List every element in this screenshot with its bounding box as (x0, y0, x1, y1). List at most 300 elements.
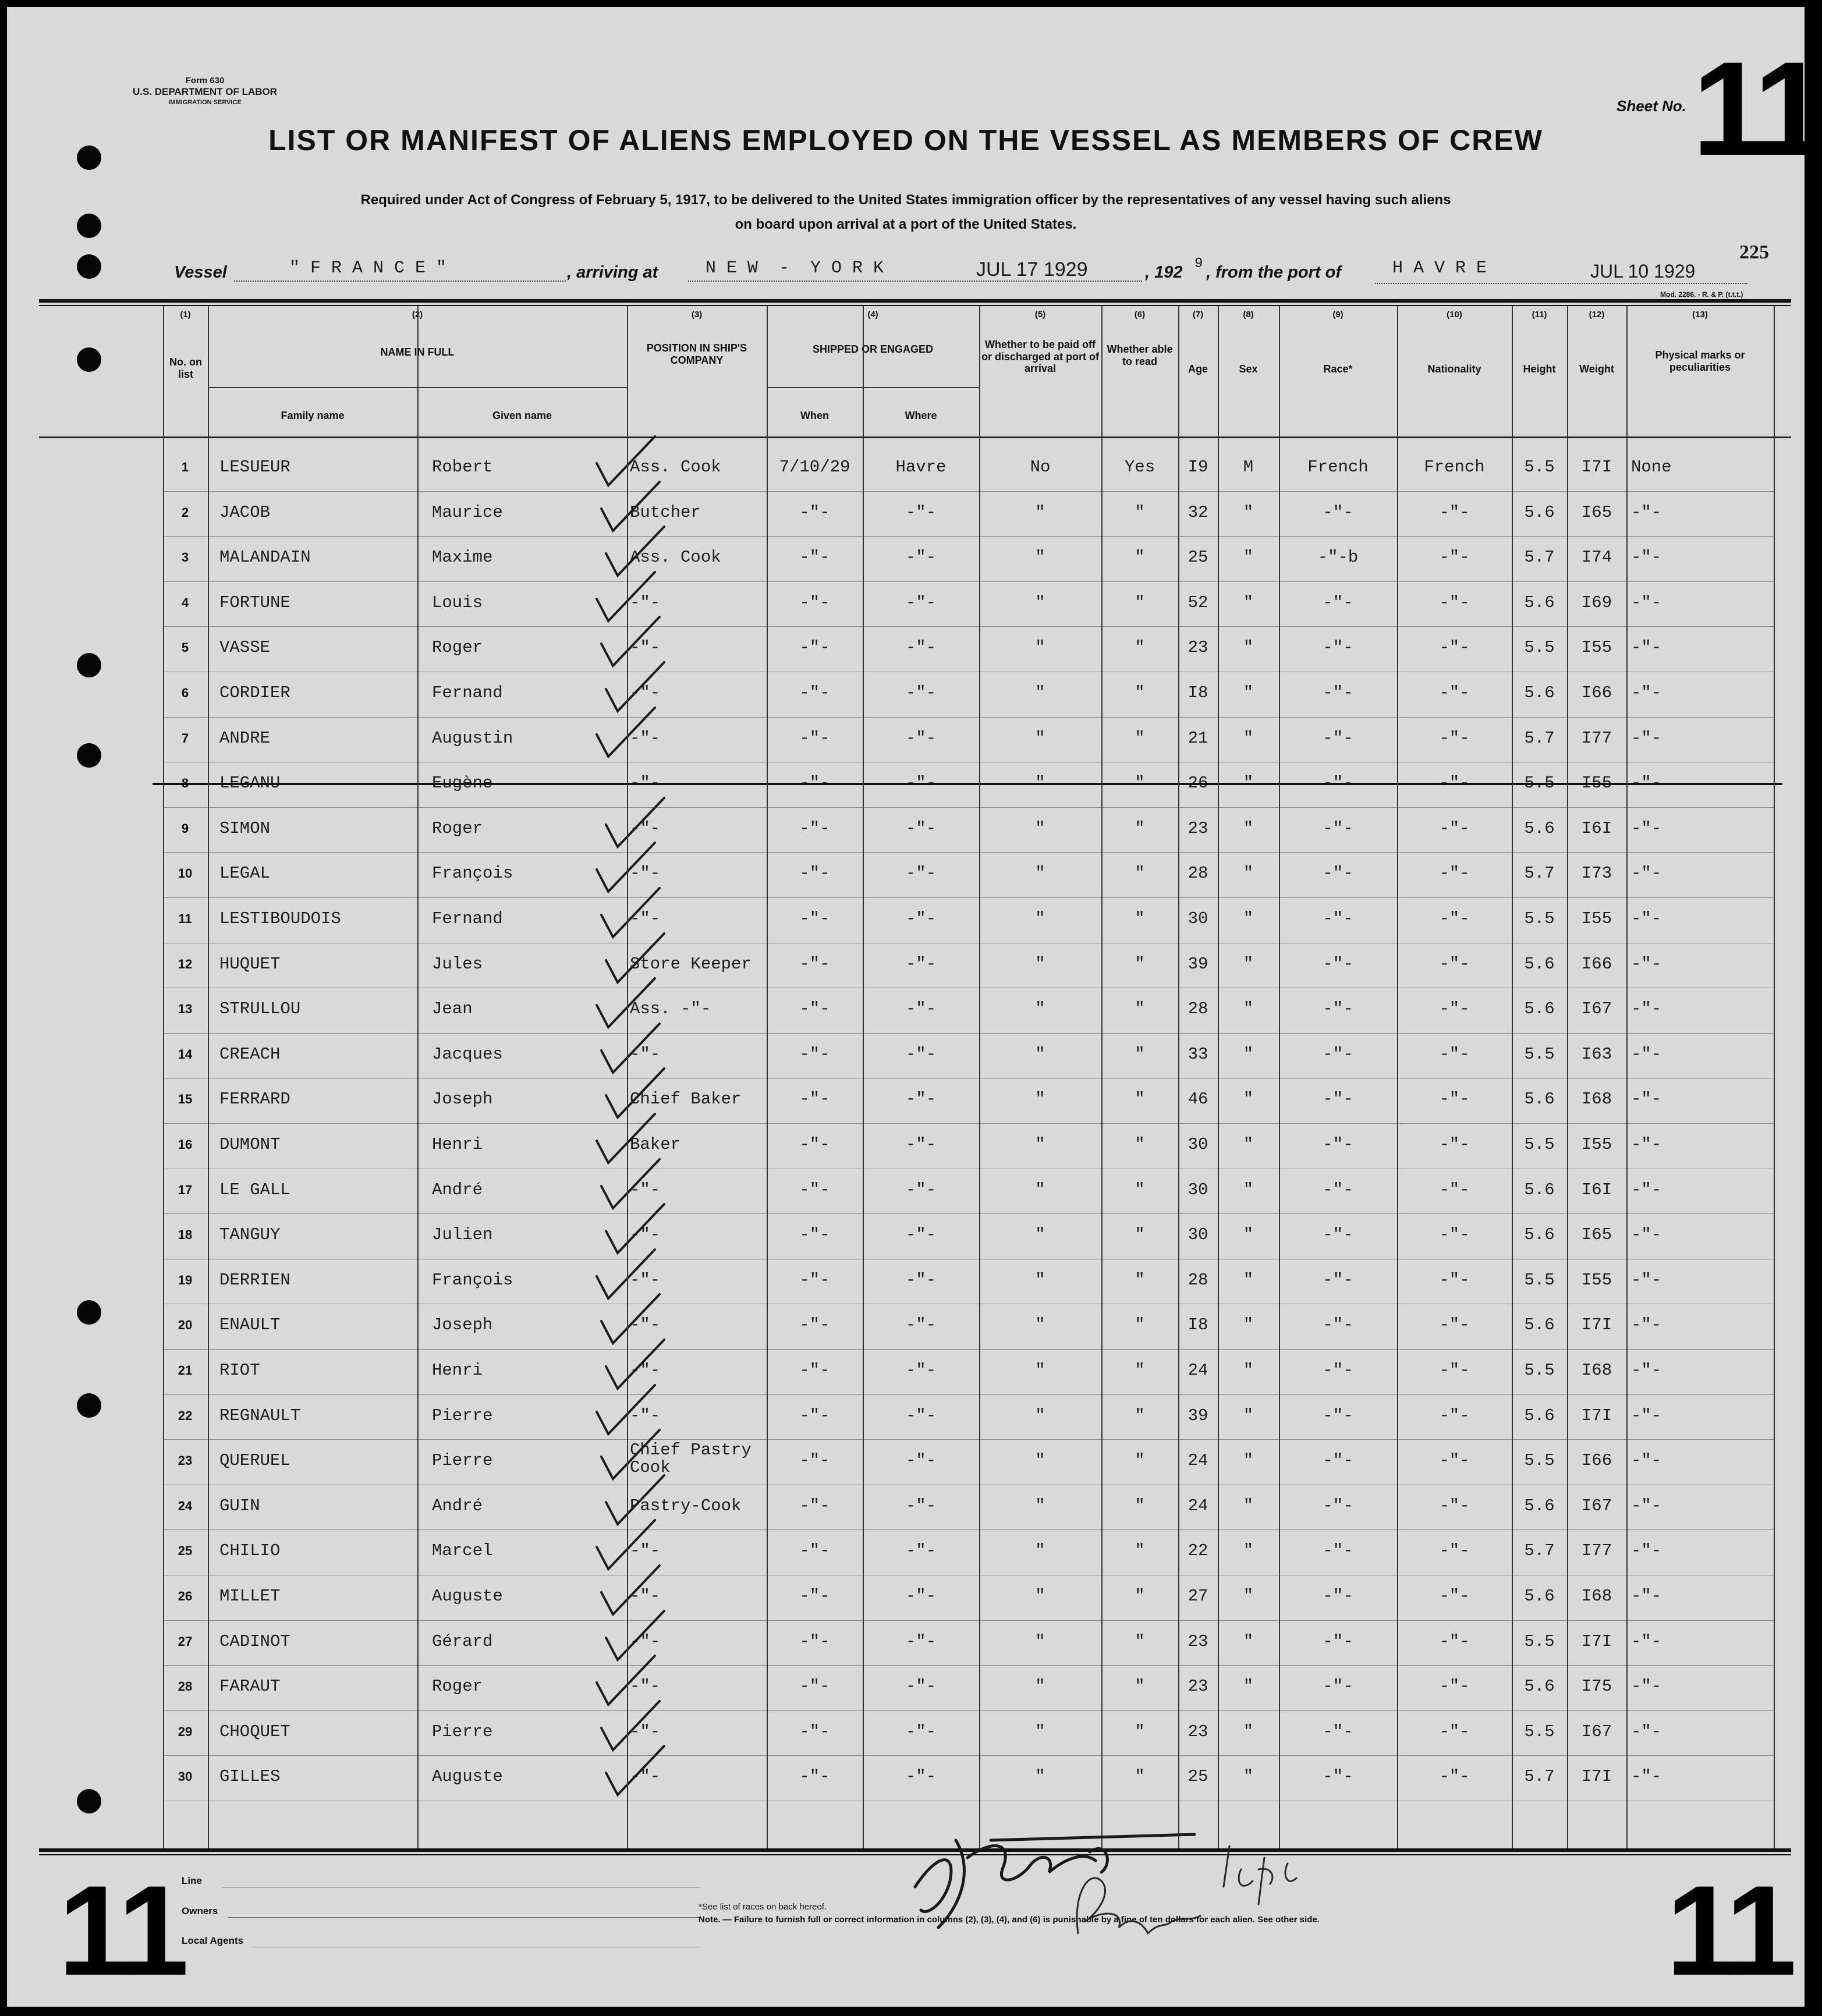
cell-physical-marks: -"- (1631, 1722, 1662, 1741)
column-header-race: Race* (1323, 363, 1353, 375)
cell-shipped-where: -"- (905, 1586, 937, 1606)
cell-age: 23 (1188, 1631, 1208, 1651)
cell-shipped-when: 7/10/29 (779, 457, 850, 477)
cell-age: 30 (1188, 1180, 1208, 1199)
cell-shipped-when: -"- (799, 1586, 830, 1606)
cell-paid-off: " (1035, 1451, 1045, 1471)
cell-able-to-read: " (1135, 1722, 1145, 1741)
cell-shipped-where: -"- (905, 1631, 937, 1651)
cell-able-to-read: " (1135, 1361, 1145, 1380)
cell-sex: " (1243, 1180, 1254, 1199)
cell-weight: I67 (1581, 1496, 1612, 1515)
cell-position: Chief Pastry Cook (630, 1440, 752, 1478)
strike-through-line (153, 783, 1782, 785)
cell-given-name: Pierre (432, 1451, 493, 1471)
column-header-age: Age (1188, 363, 1208, 375)
cell-weight: I55 (1581, 773, 1612, 793)
cell-shipped-when: -"- (799, 1405, 830, 1425)
cell-weight: I73 (1581, 864, 1612, 883)
cell-height: 5.6 (1524, 683, 1555, 702)
check-mark (601, 1742, 671, 1806)
cell-paid-off: " (1035, 1496, 1045, 1515)
cell-weight: I67 (1581, 1722, 1612, 1741)
cell-nationality: -"- (1439, 773, 1470, 793)
cell-height: 5.5 (1524, 638, 1555, 658)
cell-position: -"- (630, 773, 661, 793)
cell-paid-off: " (1035, 1405, 1045, 1425)
subtitle-line-1: Required under Act of Congress of February 5, 1917, to be delivered to the United States immigration officer by the representatives of any vessel having such aliens (360, 192, 1451, 208)
cell-height: 5.5 (1524, 1631, 1555, 1651)
cell-race: -"- (1323, 638, 1353, 658)
cell-family-name: MALANDAIN (219, 548, 311, 567)
cell-physical-marks: -"- (1631, 728, 1662, 748)
cell-age: 52 (1188, 592, 1208, 612)
cell-position: -"- (630, 1677, 661, 1696)
cell-paid-off: " (1035, 638, 1045, 658)
arriving-port: N E W - Y O R K (706, 258, 884, 278)
column-header-when: When (800, 410, 829, 421)
cell-able-to-read: " (1135, 1767, 1145, 1787)
cell-shipped-when: -"- (799, 1767, 830, 1787)
cell-able-to-read: " (1135, 1270, 1145, 1290)
cell-nationality: -"- (1439, 592, 1470, 612)
cell-family-name: LESTIBOUDOIS (219, 909, 341, 928)
cell-able-to-read: " (1135, 773, 1145, 793)
cell-race: -"- (1323, 773, 1353, 793)
cell-position: -"- (630, 1405, 661, 1425)
column-header-paid-off: Whether to be paid off or discharged at port of arrival (981, 339, 1100, 375)
cell-nationality: -"- (1439, 502, 1470, 522)
cell-given-name: Auguste (432, 1586, 503, 1606)
cell-nationality: -"- (1439, 1180, 1470, 1199)
page-stamp: 225 (1739, 242, 1769, 263)
cell-paid-off: " (1035, 1767, 1045, 1787)
vessel-label: Vessel (174, 263, 227, 282)
cell-family-name: DERRIEN (219, 1270, 290, 1290)
cell-weight: I69 (1581, 592, 1612, 612)
cell-nationality: -"- (1439, 1541, 1470, 1561)
cell-paid-off: " (1035, 1631, 1045, 1651)
cell-height: 5.6 (1524, 502, 1555, 522)
cell-position: Ass. Cook (630, 548, 721, 567)
cell-given-name: François (432, 1270, 513, 1290)
column-header-2: (3) (691, 310, 703, 320)
cell-race: -"- (1323, 1405, 1353, 1425)
cell-physical-marks: -"- (1631, 1586, 1662, 1606)
cell-family-name: CREACH (219, 1044, 281, 1064)
cell-able-to-read: " (1135, 1631, 1145, 1651)
cell-given-name: François (432, 864, 513, 883)
cell-shipped-where: -"- (905, 1089, 937, 1109)
cell-height: 5.6 (1524, 1180, 1555, 1199)
cell-shipped-when: -"- (799, 1180, 830, 1199)
cell-height: 5.5 (1524, 1270, 1555, 1290)
cell-able-to-read: " (1135, 638, 1145, 658)
cell-physical-marks: -"- (1631, 502, 1662, 522)
cell-shipped-where: -"- (905, 502, 937, 522)
cell-race: -"- (1323, 1767, 1353, 1787)
cell-height: 5.6 (1524, 1225, 1555, 1245)
cell-age: 30 (1188, 1135, 1208, 1154)
cell-shipped-when: -"- (799, 1677, 830, 1696)
cell-age: 21 (1188, 728, 1208, 748)
cell-family-name: CORDIER (219, 683, 290, 702)
cell-shipped-when: -"- (799, 1135, 830, 1154)
cell-physical-marks: -"- (1631, 1315, 1662, 1335)
cell-height: 5.6 (1524, 1496, 1555, 1515)
cell-family-name: DUMONT (219, 1135, 281, 1154)
cell-able-to-read: " (1135, 1044, 1145, 1064)
cell-row-number: 17 (178, 1182, 193, 1197)
cell-weight: I66 (1581, 683, 1612, 702)
cell-paid-off: " (1035, 1586, 1045, 1606)
cell-shipped-when: -"- (799, 1270, 830, 1290)
cell-weight: I67 (1581, 999, 1612, 1019)
cell-shipped-where: -"- (905, 1315, 937, 1335)
cell-shipped-where: -"- (905, 999, 937, 1019)
column-header-family-name: Family name (281, 410, 345, 421)
cell-shipped-where: -"- (905, 1722, 937, 1741)
cell-family-name: FORTUNE (219, 592, 290, 612)
cell-position: Chief Baker (630, 1089, 742, 1109)
cell-shipped-when: -"- (799, 954, 830, 974)
cell-shipped-where: -"- (905, 728, 937, 748)
binder-hole (77, 743, 101, 768)
cell-paid-off: " (1035, 1270, 1045, 1290)
column-header-7: (8) (1243, 310, 1254, 320)
local-agents-label: Local Agents (182, 1935, 244, 1946)
cell-age: 24 (1188, 1451, 1208, 1471)
column-header-sex: Sex (1239, 363, 1258, 375)
cell-weight: I66 (1581, 954, 1612, 974)
cell-sex: " (1243, 502, 1254, 522)
department-name: U.S. DEPARTMENT OF LABOR (132, 86, 278, 97)
binder-hole (77, 1393, 101, 1418)
cell-physical-marks: -"- (1631, 864, 1662, 883)
cell-weight: I55 (1581, 638, 1612, 658)
cell-row-number: 20 (178, 1318, 193, 1333)
cell-given-name: Louis (432, 592, 483, 612)
cell-shipped-where: -"- (905, 1180, 937, 1199)
cell-height: 5.6 (1524, 999, 1555, 1019)
cell-row-number: 13 (178, 1002, 193, 1017)
cell-row-number: 22 (178, 1408, 193, 1423)
cell-row-number: 16 (178, 1137, 193, 1152)
cell-row-number: 11 (178, 911, 192, 926)
cell-weight: I55 (1581, 909, 1612, 928)
cell-family-name: JACOB (219, 502, 271, 522)
service-name: IMMIGRATION SERVICE (168, 99, 242, 106)
cell-given-name: Julien (432, 1225, 493, 1245)
cell-nationality: -"- (1439, 909, 1470, 928)
cell-paid-off: " (1035, 728, 1045, 748)
arrival-date-stamp: JUL 17 1929 (976, 258, 1088, 281)
cell-family-name: CHILIO (219, 1541, 281, 1561)
cell-nationality: -"- (1439, 1044, 1470, 1064)
cell-position: -"- (630, 638, 661, 658)
cell-race: -"- (1323, 1315, 1353, 1335)
cell-position: -"- (630, 1722, 661, 1741)
cell-family-name: SIMON (219, 818, 271, 838)
column-header-no-on-list: No. on list (169, 356, 202, 380)
cell-sex: " (1243, 1451, 1254, 1471)
cell-shipped-where: -"- (905, 864, 937, 883)
cell-age: 23 (1188, 1722, 1208, 1741)
cell-weight: I68 (1581, 1361, 1612, 1380)
cell-row-number: 18 (178, 1227, 193, 1243)
cell-sex: " (1243, 638, 1254, 658)
cell-age: 46 (1188, 1089, 1208, 1109)
cell-given-name: Jacques (432, 1044, 503, 1064)
cell-able-to-read: " (1135, 1135, 1145, 1154)
cell-paid-off: " (1035, 864, 1045, 883)
binder-hole (77, 1300, 101, 1325)
cell-sex: " (1243, 999, 1254, 1019)
column-header-12: (13) (1692, 310, 1708, 320)
mod-reference: Mod. 2286. - R. & P. (t.t.t.) (1660, 290, 1743, 299)
cell-age: I8 (1188, 683, 1208, 702)
cell-shipped-when: -"- (799, 1451, 830, 1471)
cell-height: 5.6 (1524, 1677, 1555, 1696)
cell-height: 5.5 (1524, 1044, 1555, 1064)
cell-age: 25 (1188, 1767, 1208, 1787)
cell-given-name: Marcel (432, 1541, 493, 1561)
cell-position: Pastry-Cook (630, 1496, 742, 1515)
column-header-11: (12) (1589, 310, 1605, 320)
cell-family-name: CHOQUET (219, 1722, 290, 1741)
cell-nationality: -"- (1439, 1225, 1470, 1245)
cell-shipped-when: -"- (799, 1089, 830, 1109)
cell-physical-marks: -"- (1631, 1631, 1662, 1651)
cell-sex: " (1243, 1315, 1254, 1335)
cell-paid-off: " (1035, 1225, 1045, 1245)
cell-paid-off: " (1035, 683, 1045, 702)
cell-position: -"- (630, 1586, 661, 1606)
cell-physical-marks: -"- (1631, 1180, 1662, 1199)
cell-physical-marks: -"- (1631, 1135, 1662, 1154)
cell-height: 5.7 (1524, 864, 1555, 883)
column-header-3: (4) (867, 310, 878, 320)
column-header-height: Height (1523, 363, 1556, 375)
cell-height: 5.7 (1524, 1541, 1555, 1561)
cell-family-name: FARAUT (219, 1677, 281, 1696)
cell-shipped-where: -"- (905, 683, 937, 702)
cell-row-number: 8 (181, 776, 189, 791)
cell-position: -"- (630, 1044, 661, 1064)
subtitle-line-2: on board upon arrival at a port of the United States. (735, 216, 1077, 232)
cell-shipped-where: -"- (905, 1767, 937, 1787)
binder-hole (77, 347, 101, 372)
cell-shipped-where: -"- (905, 818, 937, 838)
cell-age: 22 (1188, 1541, 1208, 1561)
cell-physical-marks: -"- (1631, 773, 1662, 793)
cell-race: -"- (1323, 1135, 1353, 1154)
cell-given-name: Henri (432, 1135, 483, 1154)
cell-height: 5.7 (1524, 728, 1555, 748)
cell-sex: " (1243, 548, 1254, 567)
cell-given-name: Fernand (432, 909, 503, 928)
cell-race: -"- (1323, 592, 1353, 612)
cell-paid-off: " (1035, 1361, 1045, 1380)
cell-race: -"- (1323, 999, 1353, 1019)
cell-weight: I7I (1581, 1315, 1612, 1335)
cell-race: -"-b (1317, 548, 1359, 567)
cell-height: 5.6 (1524, 1089, 1555, 1109)
cell-shipped-when: -"- (799, 1722, 830, 1741)
cell-race: -"- (1323, 1270, 1353, 1290)
cell-shipped-when: -"- (799, 548, 830, 567)
year-label: , 192 (1145, 263, 1183, 282)
cell-physical-marks: -"- (1631, 1225, 1662, 1245)
cell-age: 26 (1188, 773, 1208, 793)
cell-family-name: MILLET (219, 1586, 281, 1606)
column-header-given-name: Given name (492, 410, 552, 421)
cell-given-name: Pierre (432, 1405, 493, 1425)
cell-position: -"- (630, 683, 661, 702)
column-header-0: (1) (180, 310, 191, 320)
cell-height: 5.6 (1524, 1586, 1555, 1606)
inspector-signature (1066, 1834, 1346, 1951)
cell-nationality: -"- (1439, 1722, 1470, 1741)
cell-weight: I74 (1581, 548, 1612, 567)
cell-race: -"- (1323, 1225, 1353, 1245)
cell-physical-marks: -"- (1631, 1496, 1662, 1515)
cell-position: Ass. -"- (630, 999, 711, 1019)
cell-height: 5.5 (1524, 1722, 1555, 1741)
cell-shipped-where: -"- (905, 638, 937, 658)
cell-height: 5.7 (1524, 1767, 1555, 1787)
cell-height: 5.5 (1524, 1361, 1555, 1380)
cell-shipped-where: -"- (905, 548, 937, 567)
cell-race: -"- (1323, 1361, 1353, 1380)
cell-race: -"- (1323, 818, 1353, 838)
cell-able-to-read: " (1135, 1089, 1145, 1109)
cell-shipped-when: -"- (799, 728, 830, 748)
cell-row-number: 23 (178, 1453, 193, 1468)
cell-given-name: Joseph (432, 1089, 493, 1109)
cell-paid-off: " (1035, 954, 1045, 974)
cell-position: -"- (630, 1361, 661, 1380)
cell-row-number: 4 (181, 595, 189, 610)
cell-family-name: VASSE (219, 638, 271, 658)
cell-height: 5.5 (1524, 1451, 1555, 1471)
cell-row-number: 25 (178, 1543, 193, 1559)
cell-age: 24 (1188, 1496, 1208, 1515)
cell-physical-marks: -"- (1631, 1767, 1662, 1787)
column-header-6: (7) (1192, 310, 1204, 320)
cell-weight: I68 (1581, 1089, 1612, 1109)
cell-row-number: 30 (178, 1769, 193, 1784)
cell-row-number: 9 (181, 821, 189, 836)
cell-physical-marks: -"- (1631, 1044, 1662, 1064)
cell-physical-marks: -"- (1631, 638, 1662, 658)
cell-able-to-read: " (1135, 1541, 1145, 1561)
cell-age: 23 (1188, 818, 1208, 838)
cell-row-number: 21 (178, 1363, 193, 1378)
cell-race: -"- (1323, 1180, 1353, 1199)
cell-row-number: 28 (178, 1679, 193, 1694)
cell-height: 5.6 (1524, 818, 1555, 838)
cell-row-number: 15 (178, 1092, 193, 1107)
column-header-able-to-read: Whether able to read (1107, 343, 1173, 367)
cell-able-to-read: " (1135, 909, 1145, 928)
binder-hole (77, 653, 101, 677)
cell-physical-marks: -"- (1631, 818, 1662, 838)
cell-race: -"- (1323, 1541, 1353, 1561)
cell-shipped-when: -"- (799, 864, 830, 883)
cell-nationality: -"- (1439, 1270, 1470, 1290)
cell-row-number: 10 (178, 866, 193, 881)
cell-sex: " (1243, 1044, 1254, 1064)
cell-family-name: LEGANU (219, 773, 281, 793)
cell-physical-marks: -"- (1631, 592, 1662, 612)
cell-nationality: -"- (1439, 1496, 1470, 1515)
cell-position: Butcher (630, 502, 701, 522)
cell-age: 32 (1188, 502, 1208, 522)
cell-shipped-where: -"- (905, 773, 937, 793)
cell-weight: I7I (1581, 1405, 1612, 1425)
cell-family-name: CADINOT (219, 1631, 290, 1651)
cell-position: Baker (630, 1135, 681, 1154)
cell-sex: " (1243, 592, 1254, 612)
cell-sex: " (1243, 1767, 1254, 1787)
cell-given-name: Roger (432, 1677, 483, 1696)
cell-paid-off: " (1035, 1089, 1045, 1109)
cell-weight: I7I (1581, 1767, 1612, 1787)
cell-position: -"- (630, 818, 661, 838)
cell-able-to-read: " (1135, 548, 1145, 567)
cell-row-number: 2 (181, 505, 189, 520)
cell-position: -"- (630, 1180, 661, 1199)
cell-age: 39 (1188, 954, 1208, 974)
cell-age: I9 (1188, 457, 1208, 477)
cell-sex: " (1243, 1541, 1254, 1561)
cell-able-to-read: Yes (1124, 457, 1155, 477)
cell-race: -"- (1323, 954, 1353, 974)
cell-age: 28 (1188, 864, 1208, 883)
cell-sex: " (1243, 773, 1254, 793)
cell-paid-off: " (1035, 1315, 1045, 1335)
cell-nationality: French (1424, 457, 1485, 477)
cell-family-name: TANGUY (219, 1225, 281, 1245)
cell-able-to-read: " (1135, 1315, 1145, 1335)
cell-position: Store Keeper (630, 954, 752, 974)
cell-weight: I6I (1581, 818, 1612, 838)
cell-nationality: -"- (1439, 638, 1470, 658)
column-header-position: POSITION IN SHIP'S COMPANY (646, 342, 747, 366)
cell-given-name: Maxime (432, 548, 493, 567)
cell-race: -"- (1323, 1044, 1353, 1064)
cell-position: -"- (630, 1767, 661, 1787)
cell-paid-off: " (1035, 1180, 1045, 1199)
cell-weight: I55 (1581, 1270, 1612, 1290)
cell-sex: " (1243, 683, 1254, 702)
cell-given-name: Roger (432, 638, 483, 658)
cell-shipped-when: -"- (799, 1631, 830, 1651)
cell-paid-off: " (1035, 909, 1045, 928)
cell-nationality: -"- (1439, 999, 1470, 1019)
cell-paid-off: " (1035, 1722, 1045, 1741)
cell-sex: " (1243, 1135, 1254, 1154)
cell-given-name: Jean (432, 999, 473, 1019)
cell-family-name: REGNAULT (219, 1405, 301, 1425)
cell-shipped-where: Havre (895, 457, 947, 477)
cell-physical-marks: -"- (1631, 1089, 1662, 1109)
cell-physical-marks: -"- (1631, 1270, 1662, 1290)
arriving-label: , arriving at (567, 263, 658, 282)
cell-able-to-read: " (1135, 818, 1145, 838)
departure-date-stamp: JUL 10 1929 (1590, 261, 1696, 282)
